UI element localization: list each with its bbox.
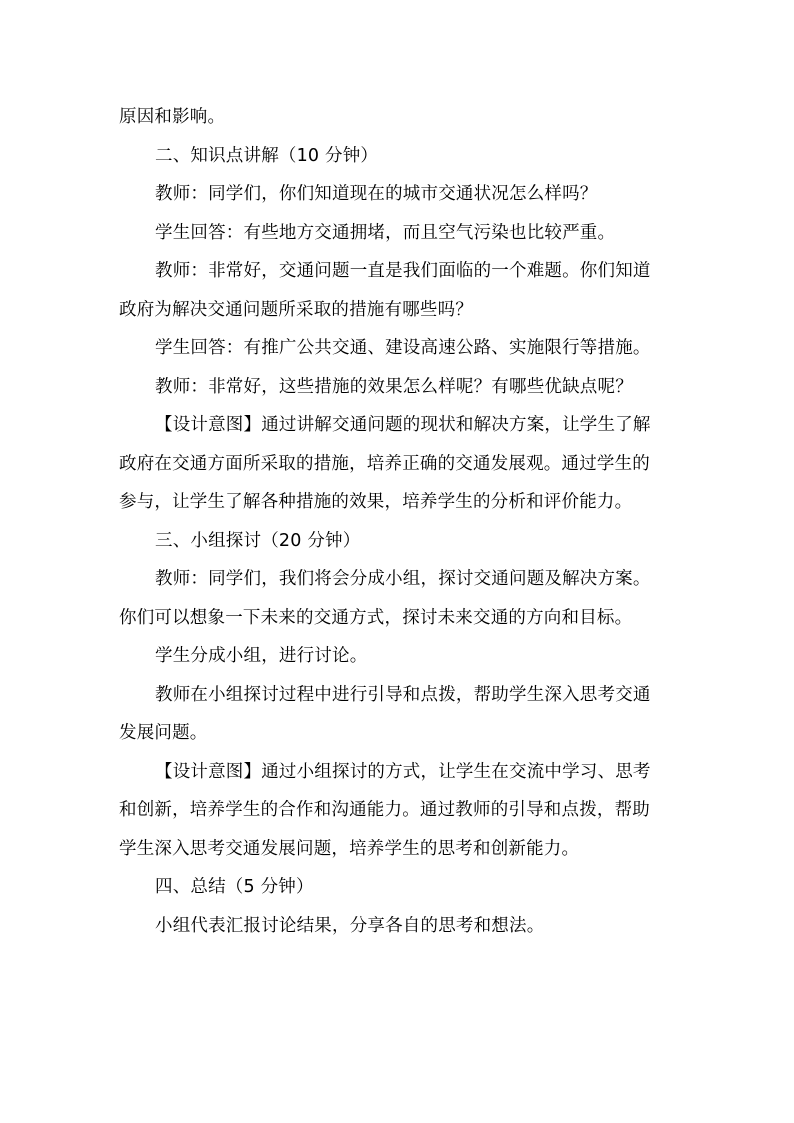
text-line: 学生深入思考交通发展问题，培养学生的思考和创新能力。 <box>119 838 580 859</box>
text-line: 和创新，培养学生的合作和沟通能力。通过教师的引导和点拨，帮助 <box>119 800 650 820</box>
text-line: 教师：非常好，交通问题一直是我们面临的一个难题。你们知道 <box>155 261 651 281</box>
document-body <box>119 98 679 945</box>
section-heading-knowledge: 二、知识点讲解（10 分钟） <box>155 145 379 166</box>
text-line: 政府在交通方面所采取的措施，培养正确的交通发展观。通过学生的 <box>119 453 650 474</box>
text-line: 教师：同学们，你们知道现在的城市交通状况怎么样吗？ <box>155 184 598 204</box>
text-line: 发展问题。 <box>119 723 208 743</box>
text-line: 学生回答：有些地方交通拥堵，而且空气污染也比较严重。 <box>155 222 616 243</box>
text-line: 参与，让学生了解各种措施的效果，培养学生的分析和评价能力。 <box>119 492 633 512</box>
text-line: 学生分成小组，进行讨论。 <box>155 646 368 666</box>
text-line: 教师：同学们，我们将会分成小组，探讨交通问题及解决方案。 <box>155 569 651 589</box>
section-heading-group-discussion: 三、小组探讨（20 分钟） <box>155 530 361 551</box>
text-line: 【设计意图】通过讲解交通问题的现状和解决方案，让学生了解 <box>155 415 651 435</box>
text-line: 小组代表汇报讨论结果，分享各自的思考和想法。 <box>155 915 545 936</box>
text-line: 【设计意图】通过小组探讨的方式，让学生在交流中学习、思考 <box>155 761 651 782</box>
section-heading-summary: 四、总结（5 分钟） <box>155 877 314 897</box>
text-line: 政府为解决交通问题所采取的措施有哪些吗？ <box>119 299 473 320</box>
text-line: 你们可以想象一下未来的交通方式，探讨未来交通的方向和目标。 <box>119 607 633 628</box>
text-line: 教师在小组探讨过程中进行引导和点拨，帮助学生深入思考交通 <box>155 684 651 705</box>
text-line: 原因和影响。 <box>119 107 226 127</box>
text-line: 教师：非常好，这些措施的效果怎么样呢？有哪些优缺点呢？ <box>155 376 633 397</box>
text-line: 学生回答：有推广公共交通、建设高速公路、实施限行等措施。 <box>155 338 651 358</box>
